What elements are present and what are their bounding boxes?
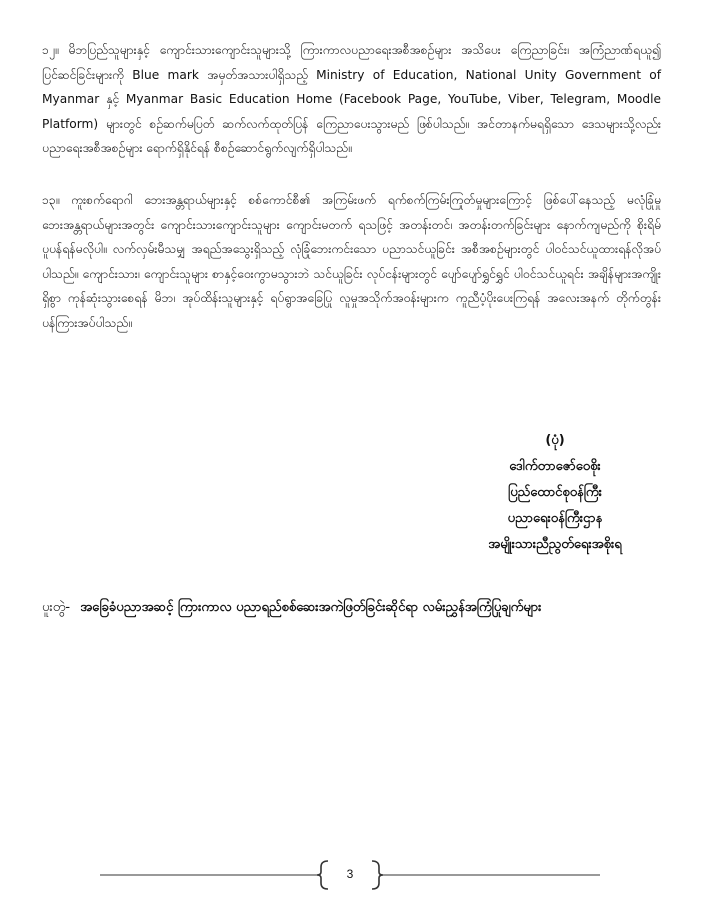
signatory-name: ဒေါက်တာဇော်ဝေစိုး <box>509 459 601 474</box>
signatory-title: ပြည်ထောင်စုဝန်ကြီး <box>508 485 602 500</box>
attachment-title: အခြေခံပညာအဆင့် ကြားကာလ ပညာရည်စစ်ဆေးအကဲဖြတ်ခြင်းဆိုင်ရာ လမ်းညွှန်အကြံပြုချက်များ <box>80 600 542 615</box>
signature-block <box>440 428 670 558</box>
attachment-note <box>42 598 682 618</box>
paragraph-13: ၁၃။ ကူးစက်ရောဂါ ဘေးအန္တရာယ်များနှင့် စစ်ကောင်စီ၏ အကြမ်းဖက် ရက်စက်ကြမ်းကြုတ်မှုများကြောင့် ဖြစ်ပေါ်နေသည့် မလုံခြုံမှု ဘေးအန္တရာယ်များအတွင်း ကျောင်းသားကျောင်းသူများ ကျောင်းမတက် ရသဖြင့် အတန်းတင်၊ အတန်းတက်ခြင်းများ နောက်ကျမည်ကို စိုးရိမ်ပူပန်ရန်မလိုပါ။ လက်လှမ်းမီသမျှ အရည်အသွေးရှိသည့် လုံခြုံဘေးကင်းသော ပညာသင်ယူခြင်း အစီအစဉ်များတွင် ပါဝင်သင်ယူထားရန်လိုအပ်ပါသည်။ ကျောင်းသား၊ ကျောင်းသူများ စာနှင့်ဝေးကွာမသွားဘဲ သင်ယူခြင်း လုပ်ငန်းများတွင် ပျော်ပျော်ရွှင်ရွှင် ပါဝင်သင်ယူရင်း အချိန်များအကျိုးရှိစွာ ကုန်ဆုံးသွားစေရန် မိဘ၊ အုပ်ထိန်းသူများနှင့် ရပ်ရွာအခြေပြု လူမှုအသိုက်အဝန်းများက ကူညီပံ့ပိုးပေးကြရန် အလေးအနက် တိုက်တွန်းပန်ကြားအပ်ပါသည်။ <box>42 193 661 330</box>
signature-mark: (ပုံ) <box>545 433 565 448</box>
signatory-ministry: ပညာရေးဝန်ကြီးဌာန <box>507 511 603 526</box>
signatory-government: အမျိုးသားညီညွတ်ရေးအစိုးရ <box>488 537 622 552</box>
attachment-label: ပူးတွဲ- <box>42 600 71 615</box>
page-footer <box>100 858 600 892</box>
paragraph-12: ၁၂။ မိဘပြည်သူများနှင့် ကျောင်းသားကျောင်းသူများသို့ ကြားကာလပညာရေးအစီအစဉ်များ အသိပေး ကြေညာခြင်း၊ အကြံညာဏ်ရယူ၍ ပြင်ဆင်ခြင်းများကို Blue mark အမှတ်အသားပါရှိသည့် Ministry of Education, National Unity Government of Myanmar နှင့် Myanmar Basic Education Home (Facebook Page, YouTube, Viber, Telegram, Moodle Platform) များတွင် စဉ်ဆက်မပြတ် ဆက်လက်ထုတ်ပြန် ကြေညာပေးသွားမည် ဖြစ်ပါသည်။ အင်တာနက်မရရှိသော ဒေသများသို့လည်း ပညာရေးအစီအစဉ်များ ရောက်ရှိနိုင်ရန် စီစဉ်ဆောင်ရွက်လျက်ရှိပါသည်။ <box>42 43 661 156</box>
page-number: 3 <box>346 867 354 881</box>
